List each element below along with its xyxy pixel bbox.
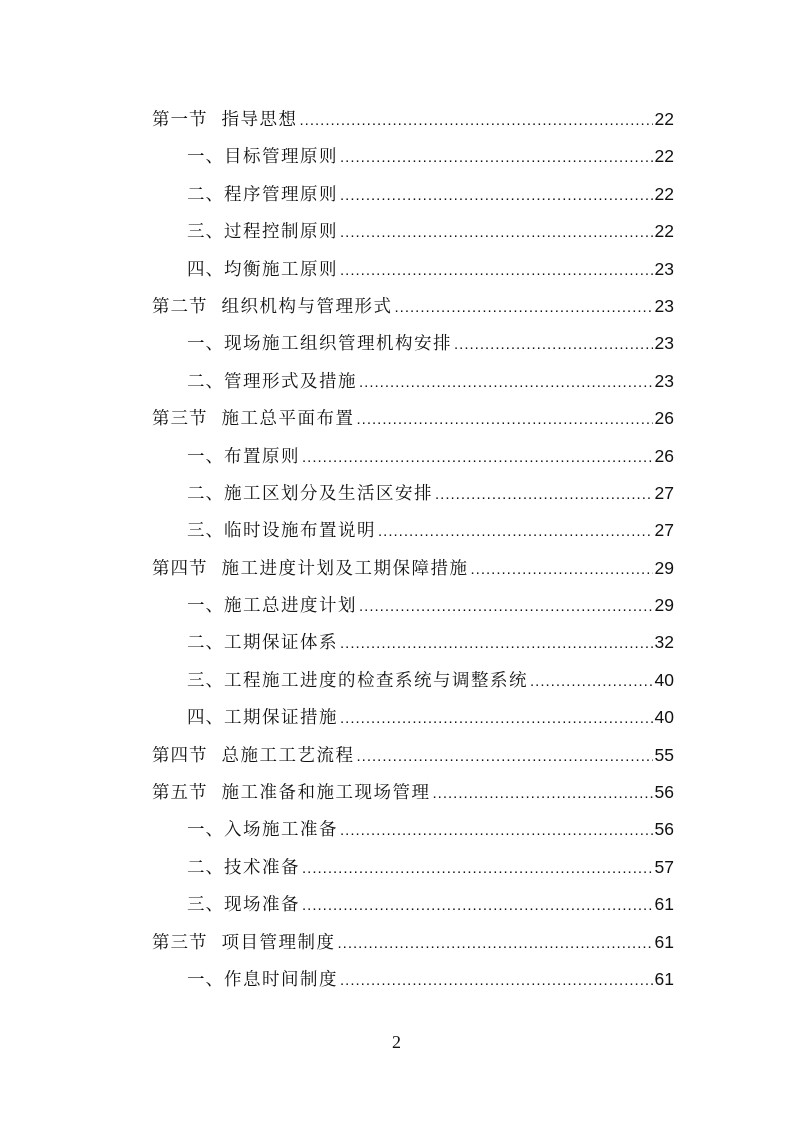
entry-number: 一、 <box>187 446 224 467</box>
entry-title: 入场施工准备 <box>224 820 338 841</box>
dot-leader <box>340 968 653 994</box>
toc-item-entry[interactable] <box>152 816 674 853</box>
dot-leader <box>300 108 653 134</box>
entry-page: 23 <box>654 370 674 391</box>
entry-number: 一、 <box>187 334 224 355</box>
toc-section-entry[interactable] <box>152 106 674 143</box>
entry-page: 26 <box>654 445 674 466</box>
entry-number: 一、 <box>187 147 224 168</box>
toc-item-entry[interactable] <box>152 480 674 517</box>
entry-page: 26 <box>654 408 674 429</box>
entry-number: 一、 <box>187 596 224 617</box>
entry-page: 61 <box>654 968 674 989</box>
entry-title: 布置原则 <box>224 446 300 467</box>
entry-title: 现场施工组织管理机构安排 <box>224 334 452 355</box>
toc-item-entry[interactable] <box>152 443 674 480</box>
entry-page: 23 <box>654 333 674 354</box>
entry-title: 目标管理原则 <box>224 147 338 168</box>
entry-page: 23 <box>654 295 674 316</box>
entry-page: 61 <box>654 931 674 952</box>
dot-leader <box>340 145 653 171</box>
toc-item-entry[interactable] <box>152 256 674 293</box>
entry-page: 27 <box>654 482 674 503</box>
entry-title: 管理形式及措施 <box>224 371 357 392</box>
toc-item-entry[interactable] <box>152 966 674 1003</box>
entry-number: 二、 <box>187 857 224 878</box>
entry-number: 二、 <box>187 184 224 205</box>
entry-title: 程序管理原则 <box>224 184 338 205</box>
dot-leader <box>395 295 653 321</box>
entry-page: 56 <box>654 819 674 840</box>
entry-number: 四、 <box>187 708 224 729</box>
dot-leader <box>302 445 653 471</box>
dot-leader <box>340 258 653 284</box>
dot-leader <box>340 631 653 657</box>
toc-section-entry[interactable] <box>152 555 674 592</box>
dot-leader <box>302 856 653 882</box>
table-of-contents <box>152 106 674 1003</box>
entry-title: 施工进度计划及工期保障措施 <box>221 558 469 579</box>
toc-item-entry[interactable] <box>152 891 674 928</box>
toc-section-entry[interactable] <box>152 742 674 779</box>
toc-item-entry[interactable] <box>152 704 674 741</box>
dot-leader <box>433 781 653 807</box>
entry-title: 组织机构与管理形式 <box>221 296 393 317</box>
entry-number: 第三节 <box>152 932 208 953</box>
entry-number: 第四节 <box>152 558 208 579</box>
dot-leader <box>359 594 653 620</box>
entry-title: 现场准备 <box>224 895 300 916</box>
entry-page: 29 <box>654 595 674 616</box>
entry-number: 三、 <box>187 222 224 243</box>
dot-leader <box>338 931 653 957</box>
entry-page: 22 <box>654 146 674 167</box>
toc-item-entry[interactable] <box>152 181 674 218</box>
entry-number: 二、 <box>187 371 224 392</box>
page-number: 2 <box>392 1032 401 1052</box>
entry-title: 工程施工进度的检查系统与调整系统 <box>224 670 528 691</box>
dot-leader <box>530 669 653 695</box>
entry-page: 40 <box>654 707 674 728</box>
entry-page: 32 <box>654 632 674 653</box>
entry-number: 二、 <box>187 633 224 654</box>
dot-leader <box>340 220 653 246</box>
entry-number: 三、 <box>187 670 224 691</box>
entry-number: 第四节 <box>152 745 208 766</box>
entry-title: 临时设施布置说明 <box>224 521 376 542</box>
dot-leader <box>340 183 653 209</box>
toc-item-entry[interactable] <box>152 330 674 367</box>
toc-item-entry[interactable] <box>152 854 674 891</box>
dot-leader <box>378 519 653 545</box>
entry-title: 指导思想 <box>221 110 298 130</box>
entry-title: 均衡施工原则 <box>224 259 338 280</box>
entry-title: 过程控制原则 <box>224 222 338 243</box>
entry-page: 23 <box>654 258 674 279</box>
entry-title: 总施工工艺流程 <box>221 745 355 766</box>
entry-number: 第五节 <box>152 783 208 804</box>
entry-number: 二、 <box>187 483 224 504</box>
dot-leader <box>302 893 653 919</box>
toc-section-entry[interactable] <box>152 293 674 330</box>
toc-item-entry[interactable] <box>152 592 674 629</box>
dot-leader <box>357 744 653 770</box>
entry-number: 四、 <box>187 259 224 280</box>
toc-item-entry[interactable] <box>152 517 674 554</box>
entry-number: 三、 <box>187 521 224 542</box>
entry-number: 第三节 <box>152 409 208 430</box>
toc-section-entry[interactable] <box>152 929 674 966</box>
entry-page: 27 <box>654 520 674 541</box>
entry-page: 56 <box>654 782 674 803</box>
dot-leader <box>357 407 653 433</box>
toc-item-entry[interactable] <box>152 667 674 704</box>
entry-page: 40 <box>654 669 674 690</box>
dot-leader <box>471 557 653 583</box>
entry-page: 22 <box>654 109 674 129</box>
entry-title: 施工准备和施工现场管理 <box>221 783 431 804</box>
toc-section-entry[interactable] <box>152 779 674 816</box>
toc-item-entry[interactable] <box>152 143 674 180</box>
entry-page: 22 <box>654 183 674 204</box>
entry-page: 55 <box>654 744 674 765</box>
entry-number: 一、 <box>187 969 224 990</box>
entry-number: 第二节 <box>152 296 208 317</box>
dot-leader <box>454 332 653 358</box>
toc-item-entry[interactable] <box>152 218 674 255</box>
entry-number: 第一节 <box>152 110 208 130</box>
entry-page: 29 <box>654 557 674 578</box>
entry-title: 工期保证措施 <box>224 708 338 729</box>
entry-title: 作息时间制度 <box>224 969 338 990</box>
entry-title: 施工区划分及生活区安排 <box>224 483 433 504</box>
dot-leader <box>435 482 653 508</box>
entry-title: 施工总进度计划 <box>224 596 357 617</box>
entry-number: 一、 <box>187 820 224 841</box>
entry-title: 工期保证体系 <box>224 633 338 654</box>
entry-page: 61 <box>654 894 674 915</box>
dot-leader <box>359 370 653 396</box>
toc-item-entry[interactable] <box>152 629 674 666</box>
dot-leader <box>340 818 653 844</box>
entry-title: 技术准备 <box>224 857 300 878</box>
entry-number: 三、 <box>187 895 224 916</box>
toc-section-entry[interactable] <box>152 405 674 442</box>
entry-page: 57 <box>654 856 674 877</box>
entry-title: 项目管理制度 <box>221 932 336 953</box>
entry-title: 施工总平面布置 <box>221 409 355 430</box>
toc-item-entry[interactable] <box>152 368 674 405</box>
entry-page: 22 <box>654 221 674 242</box>
dot-leader <box>340 706 653 732</box>
